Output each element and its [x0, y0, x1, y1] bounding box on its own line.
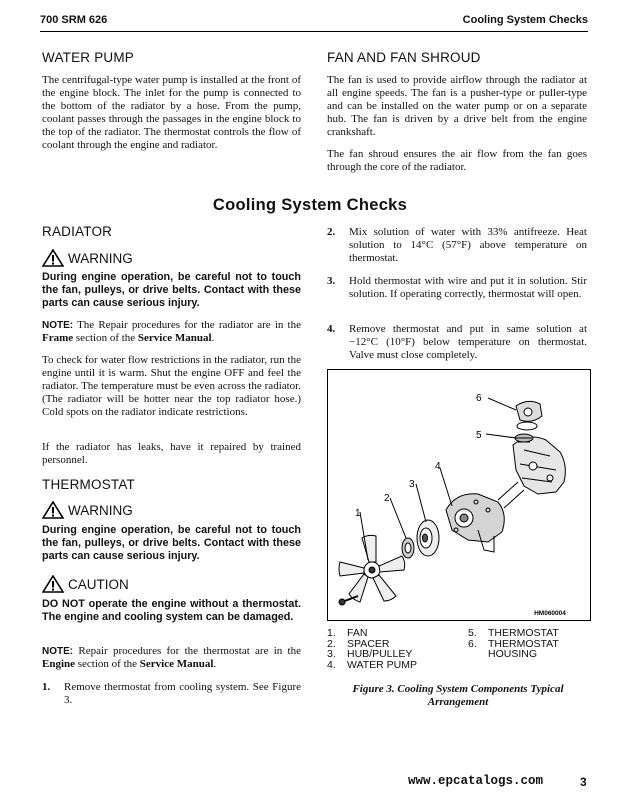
- note-text-2: section of the: [77, 658, 138, 671]
- legend-label: THERMOSTAT: [488, 627, 559, 639]
- fan-heading: FAN AND FAN SHROUD: [327, 50, 481, 65]
- step-text: Hold thermostat with wire and put it in solution. Stir solution. If operating correctly, thermostat will open.: [349, 275, 587, 301]
- warning-triangle-icon: [42, 501, 64, 519]
- note-text: Repair procedures for the thermostat are in the: [78, 645, 301, 657]
- page-number: 3: [580, 775, 587, 789]
- legend-label: SPACER: [347, 637, 390, 650]
- caution-triangle-icon: [42, 575, 64, 593]
- note-end: .: [213, 658, 217, 671]
- cooling-components-drawing: [328, 370, 590, 620]
- figure-legend-right: [468, 628, 586, 660]
- caution-label: CAUTION: [68, 576, 129, 592]
- water-pump-body: The centrifugal-type water pump is installed at the front of the engine block. The inlet for the pump is connected to the bottom of the radiator by a hose. From the pump, coolant passes through the passages in the engine block to the top of the radiator. The thermostat controls the flow of coolant through the engine and radiator.: [42, 74, 301, 152]
- warning-label: WARNING: [68, 250, 133, 266]
- step-text: Remove thermostat and put in same solution at −12°C (10°F) below temperature on thermostat. Valve must close completely.: [349, 323, 587, 362]
- step-4: [327, 323, 587, 362]
- legend-label: FAN: [347, 627, 368, 639]
- callout-6: 6: [476, 393, 482, 404]
- figure-code: HM060004: [534, 610, 566, 617]
- header-right: Cooling System Checks: [462, 14, 588, 26]
- legend-number: 6.: [468, 637, 477, 650]
- step-number: 1.: [42, 681, 51, 693]
- step-text: Mix solution of water with 33% antifreeze. Heat solution to 14°C (57°F) above temperature on thermostat.: [349, 226, 587, 265]
- callout-3: 3: [409, 479, 415, 490]
- legend-number: 3.: [327, 648, 336, 660]
- legend-item-6: [468, 639, 586, 660]
- legend-number: 4.: [327, 658, 336, 671]
- header-rule: [40, 31, 588, 32]
- section-title: Cooling System Checks: [212, 196, 408, 214]
- legend-label: THERMOSTAT HOUSING: [488, 637, 559, 660]
- radiator-para-2: If the radiator has leaks, have it repaired by trained personnel.: [42, 441, 301, 467]
- radiator-warning-text: During engine operation, be careful not to touch the fan, pulleys, or drive belts. Contact with these parts can cause serious injury.: [42, 271, 301, 309]
- legend-number: 5.: [468, 627, 477, 639]
- warning-triangle-icon: [42, 249, 64, 267]
- note-text-2: section of the: [75, 332, 136, 345]
- note-end: .: [211, 332, 215, 345]
- footer-url[interactable]: www.epcatalogs.com: [408, 774, 544, 788]
- thermostat-heading: THERMOSTAT: [42, 477, 135, 492]
- step-1: [42, 681, 301, 707]
- radiator-warning-title: [42, 249, 133, 267]
- legend-item-3: [327, 649, 455, 660]
- legend-number: 1.: [327, 627, 336, 639]
- step-3: [327, 275, 587, 301]
- water-pump-heading: WATER PUMP: [42, 50, 134, 65]
- thermostat-warning-text: During engine operation, be careful not to touch the fan, pulleys, or drive belts. Contact with these parts can cause serious injury.: [42, 524, 301, 562]
- radiator-heading: RADIATOR: [42, 224, 113, 239]
- thermostat-note: [42, 645, 301, 671]
- note-bold-frame: Frame: [42, 332, 74, 345]
- note-label: NOTE:: [42, 646, 74, 657]
- figure-3-illustration: [327, 369, 591, 621]
- legend-label: HUB/PULLEY: [347, 648, 413, 660]
- figure-legend-left: [327, 628, 455, 670]
- legend-number: 2.: [327, 637, 336, 650]
- legend-item-1: [327, 628, 455, 639]
- step-text: Remove thermostat from cooling system. See Figure 3.: [64, 681, 301, 707]
- fan-body-1: The fan is used to provide airflow through the radiator at all engine speeds. The fan is a pusher-type or puller-type and can be installed on the water pump or on a separate hub. The fan is driven by a drive belt from the engine crankshaft.: [327, 74, 587, 139]
- note-text: The Repair procedures for the radiator are in the: [77, 319, 301, 331]
- callout-5: 5: [476, 430, 482, 441]
- note-bold-engine: Engine: [42, 658, 76, 671]
- radiator-note: [42, 319, 301, 345]
- callout-1: 1: [355, 508, 361, 519]
- legend-item-4: [327, 660, 455, 671]
- thermostat-caution-title: [42, 575, 129, 593]
- step-number: 4.: [327, 323, 336, 335]
- callout-2: 2: [384, 493, 390, 504]
- radiator-para-1: To check for water flow restrictions in the radiator, run the engine until it is warm. Shut the engine OFF and feel the radiator. The temperature must be even across the radiator. (The radiator will be hotter near the top radiator hose.) Cold spots on the radiator indicate restrictions.: [42, 354, 301, 419]
- legend-label: WATER PUMP: [347, 658, 417, 671]
- step-number: 2.: [327, 226, 336, 238]
- header-left: 700 SRM 626: [40, 14, 108, 26]
- step-2: [327, 226, 587, 265]
- step-number: 3.: [327, 275, 336, 287]
- legend-item-5: [468, 628, 586, 639]
- thermostat-warning-title: [42, 501, 133, 519]
- note-bold-manual: Service Manual: [139, 658, 214, 671]
- note-bold-manual: Service Manual: [137, 332, 212, 345]
- warning-label: WARNING: [68, 502, 133, 518]
- note-label: NOTE:: [42, 320, 74, 331]
- callout-4: 4: [435, 461, 441, 472]
- figure-caption: Figure 3. Cooling System Components Typical Arrangement: [352, 683, 564, 708]
- fan-body-2: The fan shroud ensures the air flow from the fan goes through the core of the radiator.: [327, 148, 587, 174]
- thermostat-caution-text: DO NOT operate the engine without a thermostat. The engine and cooling system can be damaged.: [42, 598, 301, 623]
